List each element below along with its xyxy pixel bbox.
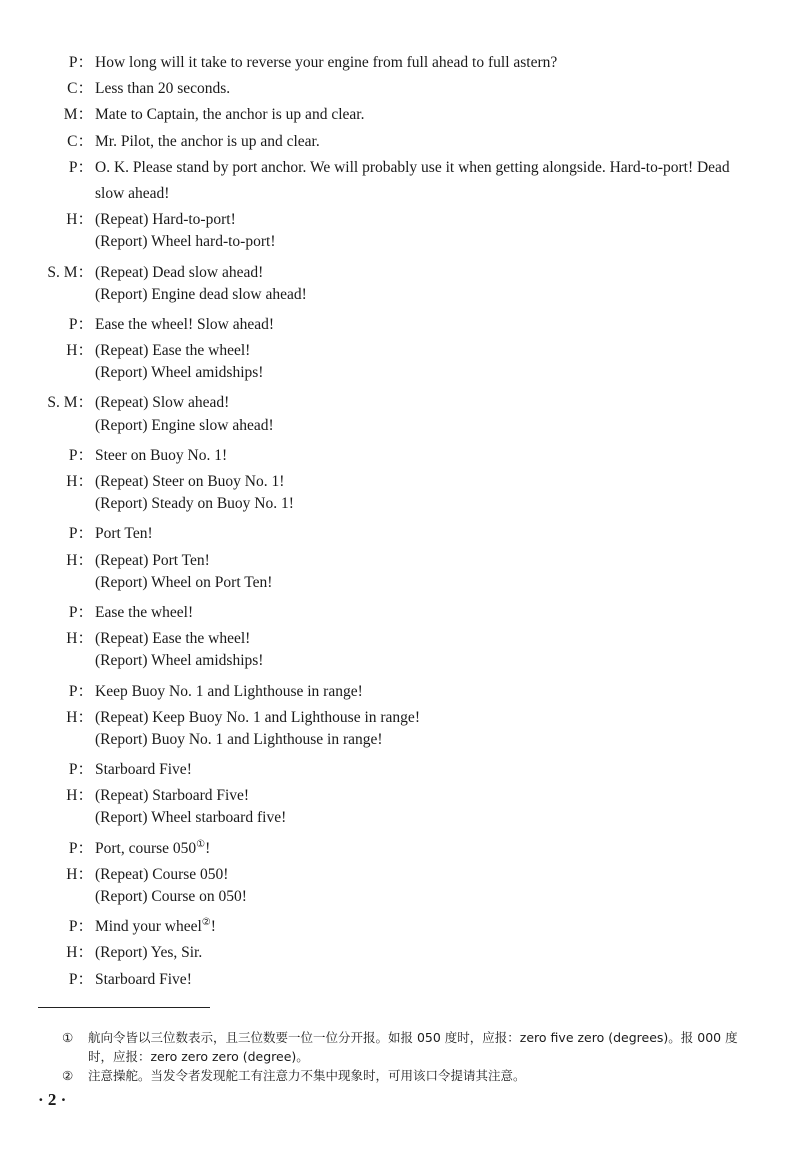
line-text-end: ! (210, 918, 216, 936)
footnote-text: 注意操舵。当发令者发现舵工有注意力不集中现象时，可用该口令提请其注意。 (88, 1068, 526, 1083)
speaker-label: P： (68, 603, 93, 621)
dialogue-line (0, 495, 790, 521)
speaker-label: H： (66, 787, 93, 805)
line-text: Mate to Captain, the anchor is up and clear. (95, 106, 365, 124)
line-text: (Report) Engine slow ahead! (95, 416, 274, 434)
line-text: Steer on Buoy No. 1! (95, 446, 228, 464)
line-text: (Repeat) Port Ten! (95, 551, 210, 569)
dialogue-line (0, 338, 790, 364)
speaker-label: M： (63, 106, 93, 124)
line-text: Port, course 050 (95, 839, 197, 857)
dialogue-line (0, 600, 790, 626)
footnote-mark: ① (62, 1030, 74, 1045)
speaker-label: C： (67, 80, 93, 98)
footnote-2 (62, 1066, 752, 1085)
speaker-label: P： (68, 970, 93, 988)
line-text: Starboard Five! (95, 970, 192, 988)
line-text: (Report) Steady on Buoy No. 1! (95, 495, 294, 513)
dialogue-line (0, 129, 790, 155)
dialogue-line (0, 888, 790, 914)
speaker-label: P： (68, 682, 93, 700)
line-text: (Report) Wheel hard-to-port! (95, 233, 276, 251)
speaker-label: H： (66, 708, 93, 726)
line-text: Mind your wheel (95, 918, 202, 936)
line-text: (Report) Yes, Sir. (95, 944, 203, 962)
dialogue-line (0, 731, 790, 757)
dialogue-line (0, 443, 790, 469)
dialogue-line (0, 312, 790, 338)
speaker-label: P： (68, 54, 93, 71)
dialogue-line (0, 862, 790, 888)
dialogue-line (0, 626, 790, 652)
speaker-label: P： (68, 525, 93, 543)
dialogue-line (0, 417, 790, 443)
dialogue-line (0, 364, 790, 390)
line-text: (Repeat) Course 050! (95, 865, 229, 883)
speaker-label: P： (68, 839, 93, 857)
dialogue-line (0, 76, 790, 102)
dialogue-line (0, 207, 790, 233)
footnote-ref-1[interactable]: ① (196, 838, 206, 850)
line-text: How long will it take to reverse your engine from full ahead to full astern? (95, 54, 558, 71)
speaker-label: P： (68, 918, 93, 936)
speaker-label: P： (68, 761, 93, 779)
line-text: Ease the wheel! (95, 603, 194, 621)
speaker-label: P： (68, 446, 93, 464)
dialogue-line (0, 652, 790, 678)
dialogue-line (0, 521, 790, 547)
line-text: (Report) Engine dead slow ahead! (95, 285, 307, 303)
line-text: (Repeat) Hard-to-port! (95, 211, 236, 229)
dialogue-line (0, 940, 790, 966)
line-text: (Repeat) Keep Buoy No. 1 and Lighthouse in range! (95, 708, 420, 726)
speaker-label: H： (66, 342, 93, 360)
dialogue-line (0, 390, 790, 416)
dialogue-line (0, 155, 790, 207)
dialogue-line (0, 260, 790, 286)
dialogue-line (0, 783, 790, 809)
dialogue-line (0, 757, 790, 783)
dialogue-line (0, 50, 790, 76)
line-text: Ease the wheel! Slow ahead! (95, 315, 275, 333)
footnote-mark: ② (62, 1068, 74, 1083)
line-text: (Repeat) Ease the wheel! (95, 342, 251, 360)
dialogue-line (0, 548, 790, 574)
line-text: Keep Buoy No. 1 and Lighthouse in range! (95, 682, 363, 700)
dialogue-line (0, 705, 790, 731)
dialogue-line (0, 469, 790, 495)
dialogue-line (0, 914, 790, 940)
line-text: Starboard Five! (95, 761, 192, 779)
line-text: Port Ten! (95, 525, 153, 543)
dialogue-line (0, 574, 790, 600)
dialogue-line (0, 679, 790, 705)
line-text-end: ! (205, 839, 211, 857)
line-text: Mr. Pilot, the anchor is up and clear. (95, 132, 320, 150)
line-text: (Report) Wheel amidships! (95, 652, 264, 670)
page-number: · 2 · (38, 1090, 67, 1109)
speaker-label: S. M： (47, 394, 93, 412)
dialogue-line (0, 967, 790, 993)
line-text: Less than 20 seconds. (95, 80, 231, 98)
footnote-ref-2[interactable]: ② (201, 917, 211, 929)
line-text: (Report) Course on 050! (95, 888, 247, 906)
line-text: (Repeat) Dead slow ahead! (95, 263, 264, 281)
speaker-label: H： (66, 944, 93, 962)
footnote-divider (38, 1007, 210, 1008)
line-text: (Report) Wheel on Port Ten! (95, 573, 273, 591)
line-text: (Report) Wheel starboard five! (95, 809, 287, 827)
line-text: (Repeat) Ease the wheel! (95, 630, 251, 648)
speaker-label: P： (68, 315, 93, 333)
speaker-label: H： (66, 865, 93, 883)
dialogue-line (0, 809, 790, 835)
speaker-label: H： (66, 551, 93, 569)
footnote-1 (62, 1028, 752, 1066)
line-text: (Repeat) Slow ahead! (95, 394, 230, 412)
speaker-label: C： (67, 132, 93, 150)
dialogue-list (0, 50, 790, 993)
footnotes (62, 1028, 752, 1085)
speaker-label: H： (66, 211, 93, 229)
line-text: (Report) Wheel amidships! (95, 364, 264, 382)
dialogue-line (0, 233, 790, 259)
dialogue-line (0, 836, 790, 862)
footnote-text: 航向令皆以三位数表示，且三位数要一位一位分开报。如报 050 度时，应报：zero five zero (degrees)。报 000 度时，应报：zero zero zero (degree)。 (88, 1030, 738, 1064)
line-text: O. K. Please stand by port anchor. We will probably use it when getting alongside. Hard-to-port! Dead slow ahead! (95, 158, 730, 202)
dialogue-line (0, 102, 790, 128)
dialogue-line (0, 286, 790, 312)
speaker-label: P： (68, 158, 93, 176)
speaker-label: S. M： (47, 263, 93, 281)
line-text: (Repeat) Steer on Buoy No. 1! (95, 473, 285, 491)
speaker-label: H： (66, 473, 93, 491)
line-text: (Report) Buoy No. 1 and Lighthouse in range! (95, 730, 383, 748)
line-text: (Repeat) Starboard Five! (95, 787, 250, 805)
speaker-label: H： (66, 630, 93, 648)
